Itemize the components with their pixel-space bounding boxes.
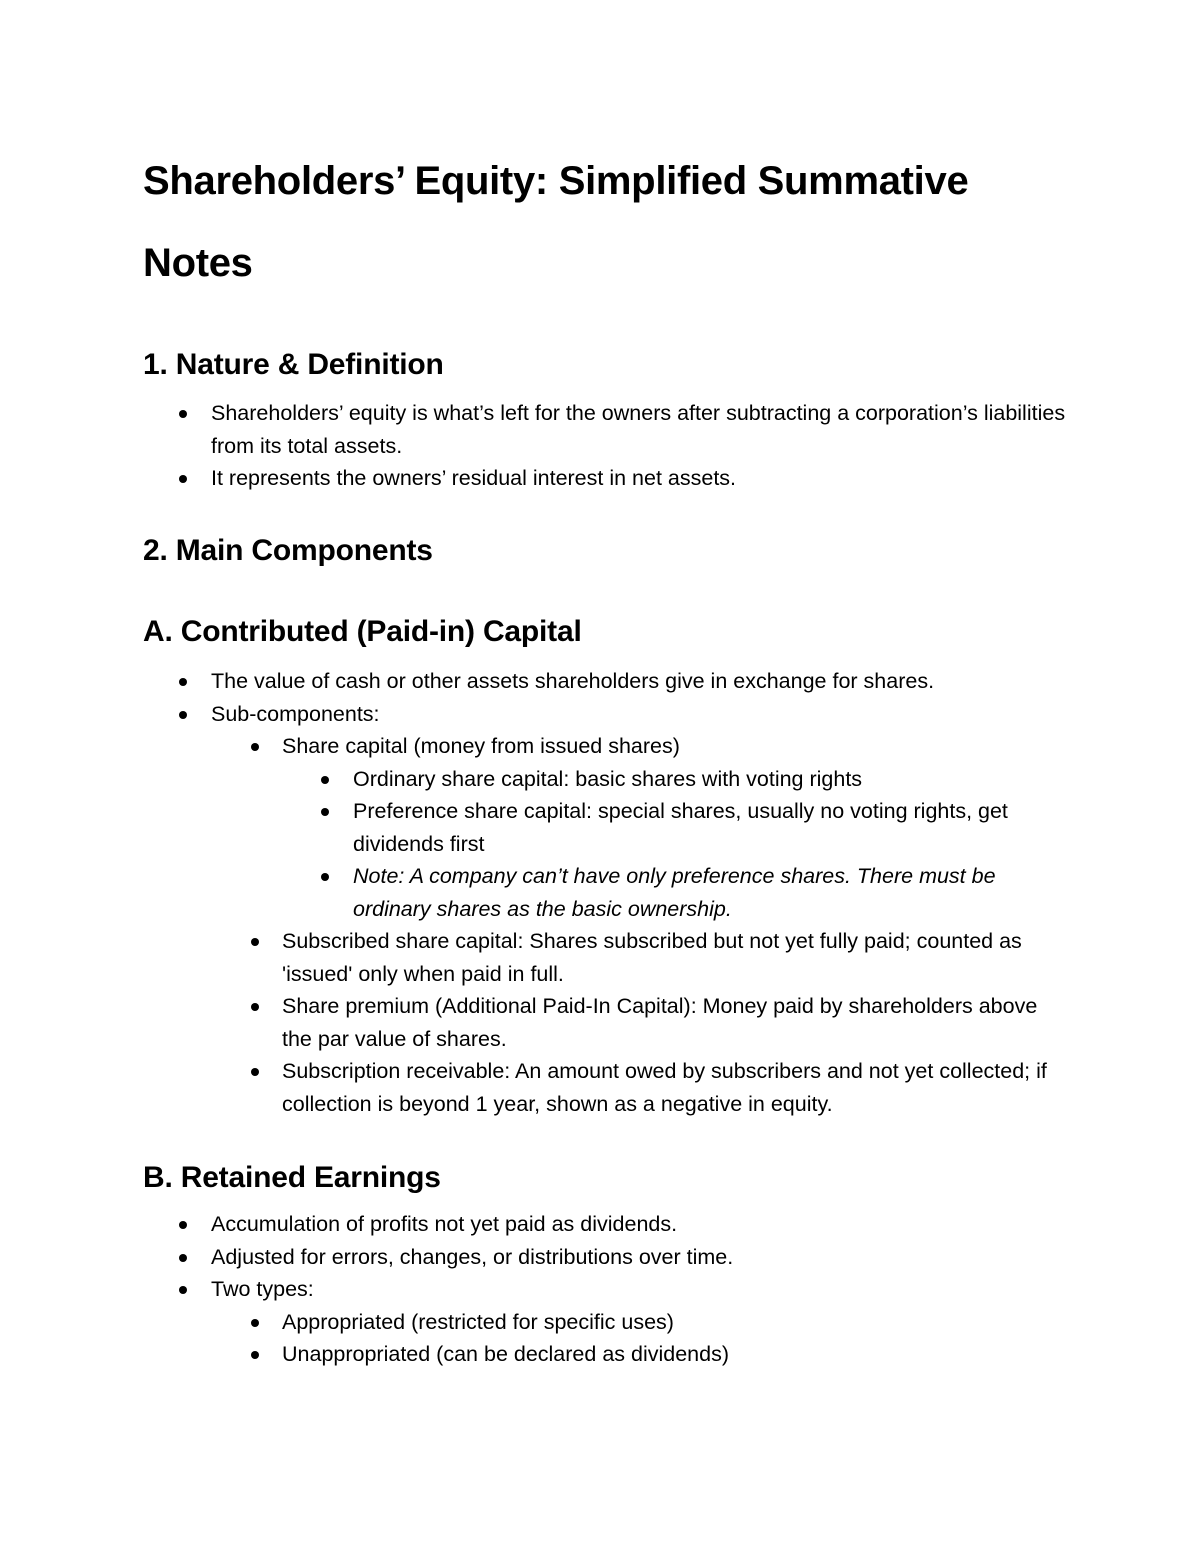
- list-item-ordinary-share-capital: Ordinary share capital: basic shares with voting rights: [143, 763, 1073, 796]
- list-item-share-premium: Share premium (Additional Paid-In Capital): Money paid by shareholders above the par value of shares.: [143, 990, 1073, 1055]
- section-heading-components: 2. Main Components: [143, 534, 433, 567]
- retained-earnings-list: [143, 1208, 1073, 1371]
- section-heading-contributed-capital: A. Contributed (Paid-in) Capital: [143, 615, 582, 648]
- list-item-subscription-receivable: Subscription receivable: An amount owed by subscribers and not yet collected; if collection is beyond 1 year, shown as a negative in equity.: [143, 1055, 1073, 1120]
- list-item-share-capital: Share capital (money from issued shares): [143, 730, 1073, 763]
- list-item: Two types:: [143, 1273, 1073, 1306]
- list-item: Accumulation of profits not yet paid as dividends.: [143, 1208, 1073, 1241]
- section-heading-nature: 1. Nature & Definition: [143, 348, 444, 381]
- document-title: Shareholders’ Equity: Simplified Summative Notes: [143, 159, 969, 285]
- list-item-note: [143, 860, 1073, 925]
- list-item: Sub-components:: [143, 698, 1073, 731]
- list-item-unappropriated: Unappropriated (can be declared as dividends): [143, 1338, 1073, 1371]
- nature-list: [143, 397, 1073, 495]
- list-item: It represents the owners’ residual interest in net assets.: [143, 462, 1073, 495]
- note-text: Note: A company can’t have only preference shares. There must be ordinary shares as the basic ownership.: [353, 864, 996, 921]
- list-item: The value of cash or other assets shareholders give in exchange for shares.: [143, 665, 1073, 698]
- contributed-capital-list: [143, 665, 1073, 1120]
- list-item: Adjusted for errors, changes, or distributions over time.: [143, 1241, 1073, 1274]
- list-item-preference-share-capital: Preference share capital: special shares, usually no voting rights, get dividends first: [143, 795, 1073, 860]
- list-item-subscribed-share-capital: Subscribed share capital: Shares subscribed but not yet fully paid; counted as 'issued' only when paid in full.: [143, 925, 1073, 990]
- section-heading-retained-earnings: B. Retained Earnings: [143, 1161, 441, 1194]
- list-item-appropriated: Appropriated (restricted for specific uses): [143, 1306, 1073, 1339]
- list-item: Shareholders’ equity is what’s left for the owners after subtracting a corporation’s liabilities from its total assets.: [143, 397, 1073, 462]
